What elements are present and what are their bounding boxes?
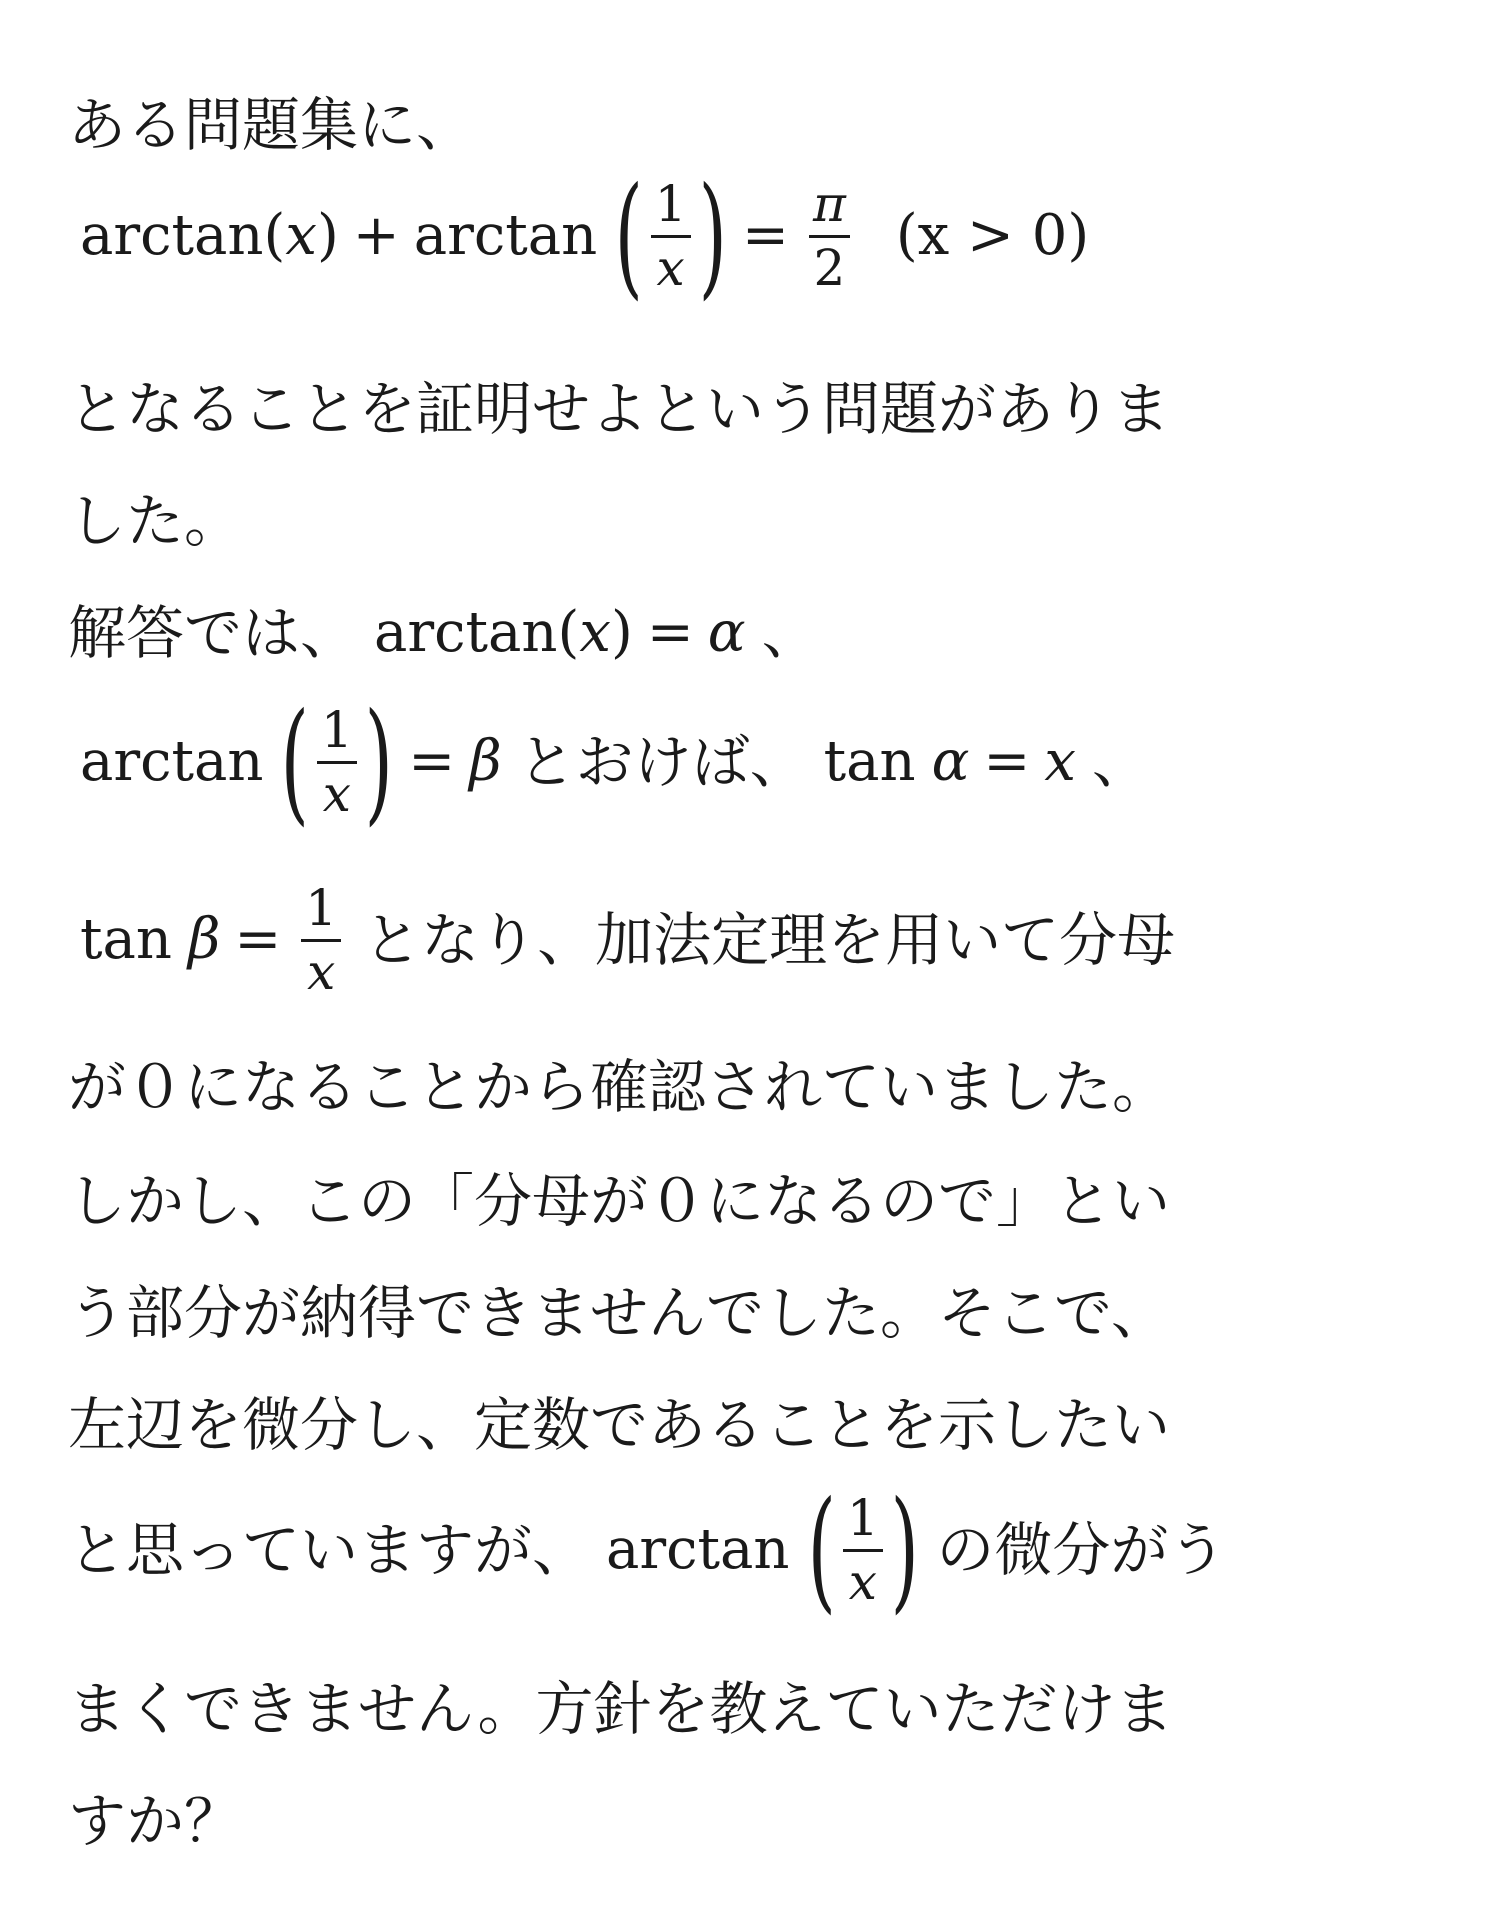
condition: (x > 0) bbox=[895, 203, 1090, 268]
numerator: 1 bbox=[654, 175, 687, 233]
paren-open: ( bbox=[263, 203, 286, 268]
text-10: う部分が納得できませんでした。そこで、 bbox=[68, 1279, 1169, 1347]
var-x-2: x bbox=[579, 600, 611, 665]
text-line-11 bbox=[68, 1391, 1432, 1459]
paren-close-2: ) bbox=[610, 600, 633, 665]
text-line-13 bbox=[68, 1675, 1432, 1743]
numerator-pi: π bbox=[812, 175, 846, 233]
text-7a: となり、加法定理を用いて分母 bbox=[363, 906, 1176, 974]
text-line-6 bbox=[80, 685, 1432, 839]
big-paren-close-2: ) bbox=[364, 685, 393, 839]
arctan-fn-2: arctan bbox=[413, 203, 598, 268]
text-13: まくできません。方針を教えていただけま bbox=[68, 1675, 1174, 1743]
fraction-one-over-x-2 bbox=[317, 701, 357, 823]
equals-sign-2: = bbox=[646, 600, 694, 665]
text-12b: の微分がう bbox=[936, 1516, 1227, 1584]
var-alpha: α bbox=[707, 600, 746, 665]
var-beta: β bbox=[469, 729, 502, 794]
text-line-10 bbox=[68, 1279, 1432, 1347]
denominator: x bbox=[656, 238, 685, 297]
text-4: した。 bbox=[68, 487, 243, 555]
fraction-pi-over-2 bbox=[809, 175, 850, 297]
text-line-7 bbox=[80, 879, 1432, 1001]
numerator-3: 1 bbox=[305, 879, 338, 937]
text-line-12 bbox=[68, 1473, 1432, 1627]
equals-sign-5: = bbox=[234, 907, 282, 972]
text-5a: 解答では、 bbox=[68, 599, 359, 667]
text-12a: と思っていますが、 bbox=[68, 1516, 591, 1584]
text-11: 左辺を微分し、定数であることを示したい bbox=[68, 1391, 1171, 1459]
big-paren-close-3: ) bbox=[890, 1473, 919, 1627]
denominator-5: x bbox=[848, 1552, 877, 1611]
denominator-3: x bbox=[322, 764, 351, 823]
big-paren-close: ) bbox=[698, 159, 727, 313]
text-line-3 bbox=[68, 375, 1432, 443]
equals-sign-3: = bbox=[408, 729, 456, 794]
var-beta-2: β bbox=[187, 907, 221, 972]
numerator-4: 1 bbox=[847, 1489, 879, 1547]
fraction-one-over-x bbox=[651, 175, 691, 297]
text-line-9 bbox=[68, 1167, 1432, 1235]
big-paren-open-3: ( bbox=[807, 1473, 836, 1627]
arctan-fn-5: arctan bbox=[606, 1517, 790, 1582]
text-8: が０になることから確認されていました。 bbox=[68, 1053, 1171, 1121]
tan-fn: tan bbox=[823, 729, 916, 794]
text-line-8 bbox=[68, 1053, 1432, 1121]
equals-sign-4: = bbox=[983, 729, 1031, 794]
var-x: x bbox=[285, 203, 317, 268]
paren-open-2: ( bbox=[557, 600, 580, 665]
text-line-4 bbox=[68, 487, 1432, 555]
arctan-fn-3: arctan bbox=[374, 600, 558, 665]
equation-main bbox=[80, 159, 1432, 313]
text-9: しかし、この「分母が０になるので」とい bbox=[68, 1167, 1171, 1235]
denominator-4: x bbox=[307, 942, 336, 1001]
text-line-1 bbox=[68, 91, 1432, 159]
text-6b: 、 bbox=[1091, 728, 1150, 796]
intro-text: ある問題集に、 bbox=[68, 91, 475, 159]
plus-sign: + bbox=[352, 203, 400, 268]
arctan-fn: arctan bbox=[80, 203, 264, 268]
denominator-2: 2 bbox=[813, 238, 846, 297]
var-x-3: x bbox=[1044, 729, 1076, 794]
text-5b: 、 bbox=[761, 599, 820, 667]
arctan-fn-4: arctan bbox=[80, 729, 264, 794]
text-line-14 bbox=[68, 1787, 1432, 1855]
text-14: すか？ bbox=[68, 1787, 243, 1855]
text-3: となることを証明せよという問題がありま bbox=[68, 375, 1171, 443]
var-alpha-2: α bbox=[931, 729, 970, 794]
tan-fn-2: tan bbox=[80, 907, 172, 972]
numerator-2: 1 bbox=[320, 701, 353, 759]
big-paren-open: ( bbox=[614, 159, 644, 313]
text-line-5 bbox=[68, 599, 1432, 667]
text-6a: とおけば、 bbox=[517, 728, 808, 796]
equals-sign: = bbox=[742, 203, 789, 268]
fraction-one-over-x-3 bbox=[301, 879, 341, 1001]
fraction-one-over-x-4 bbox=[843, 1489, 883, 1611]
big-paren-open-2: ( bbox=[281, 685, 310, 839]
paren-close: ) bbox=[316, 203, 339, 268]
